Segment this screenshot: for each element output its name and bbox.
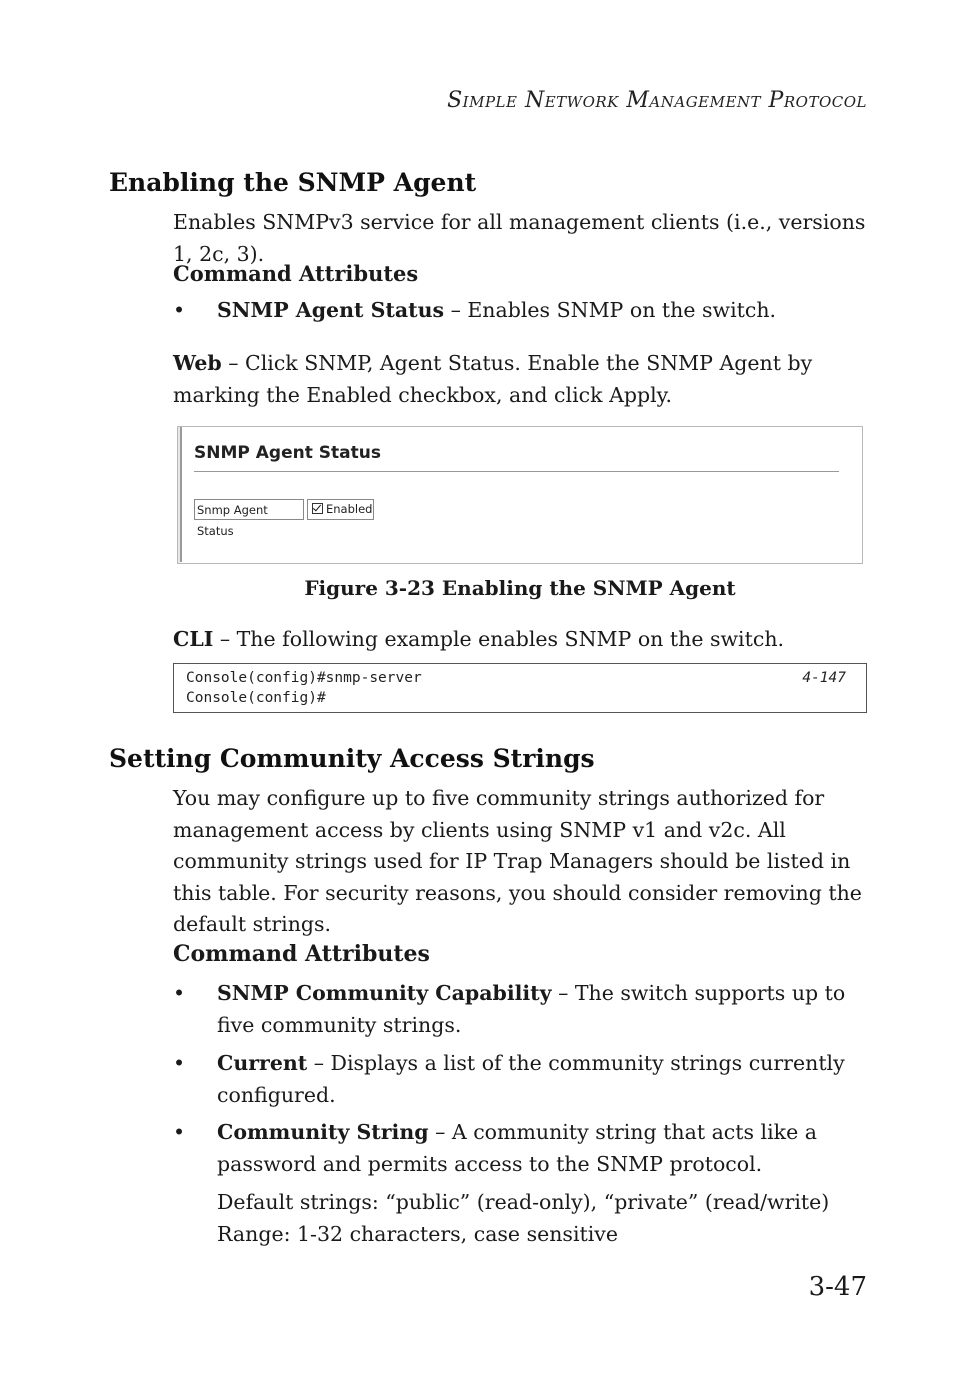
code-line-2: Console(config)# [186, 690, 326, 706]
screenshot-title: SNMP Agent Status [194, 443, 381, 463]
bullet-snmp-community-capability [173, 978, 873, 1042]
bullet-text [217, 1048, 867, 1111]
bullet-text [217, 978, 867, 1041]
screenshot-panel [180, 427, 863, 562]
web-instructions [173, 348, 873, 411]
bullet-term: SNMP Community Capability [217, 981, 552, 1005]
enabled-checkbox[interactable] [312, 503, 323, 514]
cli-label: CLI [173, 627, 214, 651]
code-reference: 4-147 [802, 670, 846, 686]
bullet-term: SNMP Agent Status [217, 298, 445, 322]
bullet-text [217, 295, 867, 327]
cli-code-block [173, 663, 867, 713]
bullet-community-string [173, 1117, 873, 1181]
web-label: Web [173, 351, 222, 375]
enabled-checkbox-cell[interactable] [307, 499, 374, 520]
bullet-dot: • [173, 1051, 186, 1075]
bullet-desc: – A community string that acts like a password and permits access to the SNMP protocol. [217, 1120, 817, 1176]
section-heading-enabling-snmp-agent: Enabling the SNMP Agent [109, 168, 477, 197]
snmp-agent-status-label: Snmp Agent Status [194, 499, 304, 520]
cli-instructions [173, 624, 873, 656]
bullet-current [173, 1048, 873, 1112]
snmp-agent-status-screenshot [177, 426, 863, 564]
screenshot-divider [194, 471, 839, 472]
bullet-desc: – Enables SNMP on the switch. [444, 298, 777, 322]
section2-intro: You may configure up to five community strings authorized for management access by clients using SNMP v1 and v2c. All community strings used for IP Trap Managers should be listed in this table. For security reasons, you should consider removing the default strings. [173, 786, 862, 936]
running-header: Simple Network Management Protocol [447, 88, 867, 113]
bullet-dot: • [173, 1120, 186, 1144]
web-text: – Click SNMP, Agent Status. Enable the SNMP Agent by marking the Enabled checkbox, and click Apply. [173, 351, 813, 407]
default-strings-note: Default strings: “public” (read-only), “private” (read/write) [217, 1190, 830, 1214]
bullet-dot: • [173, 298, 186, 322]
figure-caption: Figure 3-23 Enabling the SNMP Agent [304, 576, 736, 600]
bullet-term: Community String [217, 1120, 429, 1144]
section1-intro: Enables SNMPv3 service for all management clients (i.e., versions 1, 2c, 3). [173, 210, 866, 266]
bullet-text [217, 1117, 867, 1180]
page-number: 3-47 [808, 1272, 867, 1302]
section2-attributes-heading: Command Attributes [173, 941, 430, 967]
range-note: Range: 1-32 characters, case sensitive [217, 1222, 619, 1246]
bullet-desc: – The switch supports up to five community strings. [217, 981, 846, 1037]
code-line-1: Console(config)#snmp-server [186, 670, 422, 686]
bullet-snmp-agent-status [173, 295, 873, 327]
bullet-term: Current [217, 1051, 308, 1075]
cli-text: – The following example enables SNMP on the switch. [213, 627, 785, 651]
bullet-dot: • [173, 981, 186, 1005]
section1-attributes-heading: Command Attributes [173, 261, 419, 286]
enabled-checkbox-label: Enabled [326, 502, 373, 516]
bullet-desc: – Displays a list of the community strings currently configured. [217, 1051, 845, 1107]
section-heading-community-strings: Setting Community Access Strings [109, 744, 595, 773]
